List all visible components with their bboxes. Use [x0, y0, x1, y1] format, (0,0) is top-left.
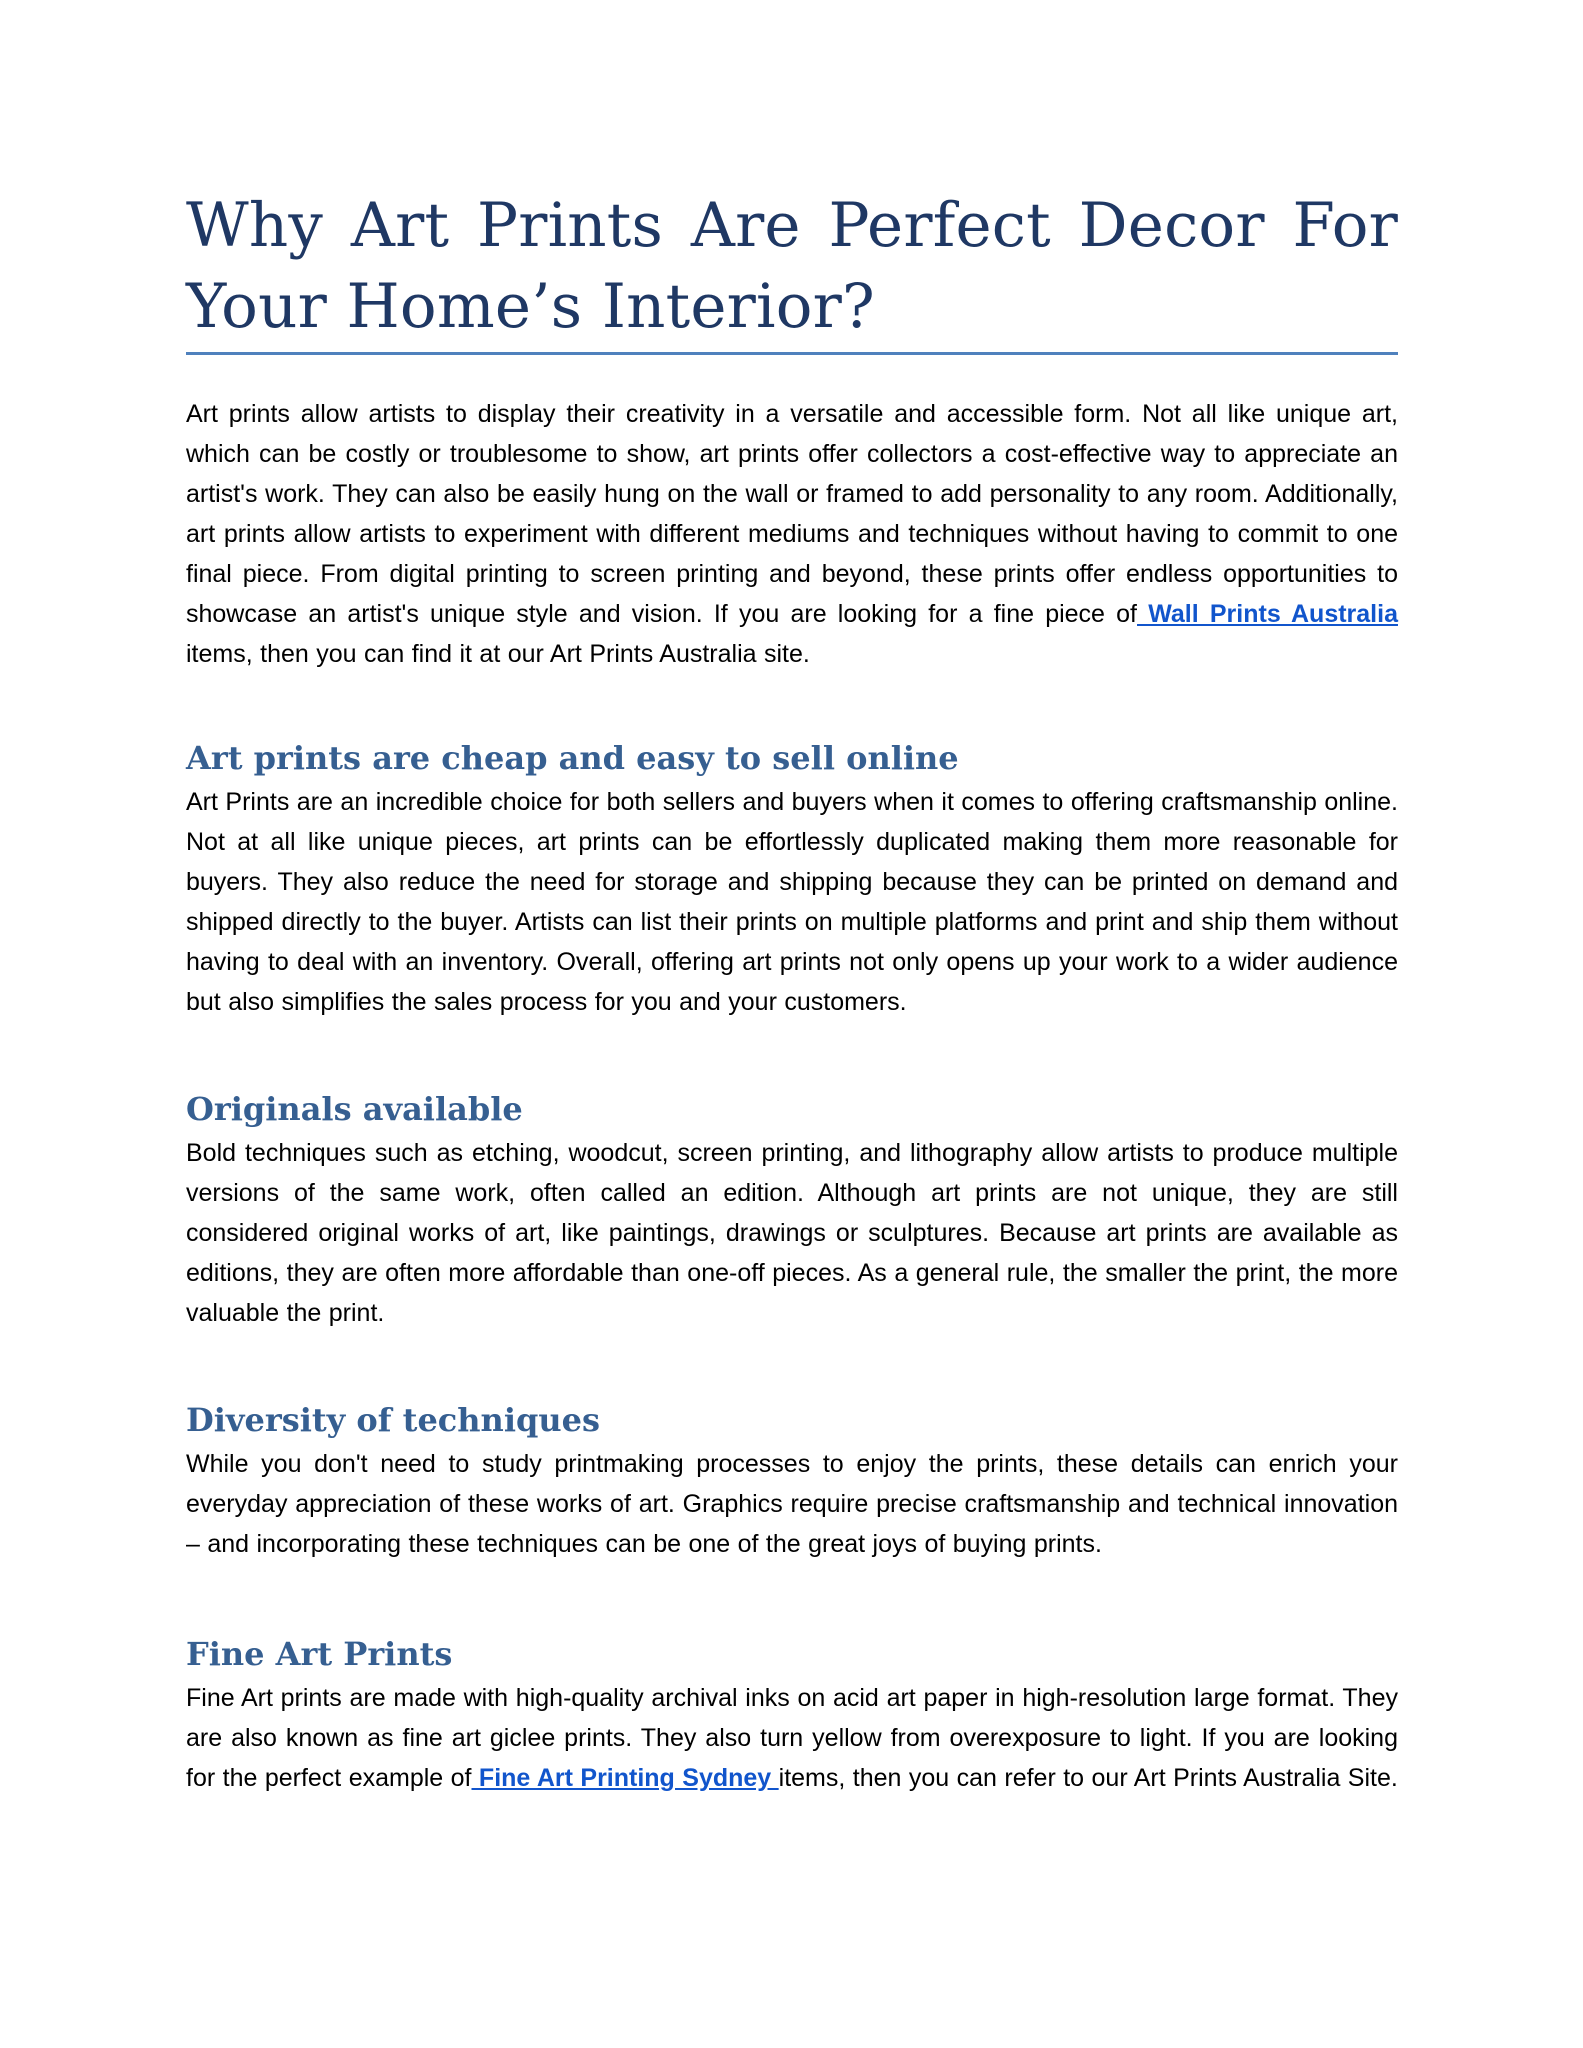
section-body-text: Fine Art prints are made with high-quality archival inks on acid art paper in high-resolution large format. They are also known as fine art giclee prints. They also turn yellow from overexposure to light. If you are looking for the perfect example of	[186, 1684, 1398, 1792]
title-underline-rule	[186, 352, 1398, 355]
wall-prints-australia-link[interactable]: Wall Prints Australia	[1137, 600, 1398, 628]
section-body: Bold techniques such as etching, woodcut, screen printing, and lithography allow artists to produce multiple versions of the same work, often called an edition. Although art prints are not unique, they are still considered original works of art, like paintings, drawings or sculptures. Because art prints are available as editions, they are often more affordable than one-off pieces. As a general rule, the smaller the print, the more valuable the print.	[186, 1139, 1398, 1327]
intro-paragraph	[186, 394, 1398, 674]
section-originals-available	[186, 1087, 1398, 1333]
section-diversity-techniques	[186, 1398, 1398, 1564]
section-heading: Art prints are cheap and easy to sell online	[186, 739, 959, 777]
section-body: Art Prints are an incredible choice for both sellers and buyers when it comes to offering craftsmanship online. Not at all like unique pieces, art prints can be effortlessly duplicated making them more reasonable for buyers. They also reduce the need for storage and shipping because they can be printed on demand and shipped directly to the buyer. Artists can list their prints on multiple platforms and print and ship them without having to deal with an inventory. Overall, offering art prints not only opens up your work to a wider audience but also simplifies the sales process for you and your customers.	[186, 788, 1398, 1016]
intro-text-after-link: items, then you can find it at our Art Prints Australia site.	[186, 640, 810, 668]
section-fine-art-prints	[186, 1632, 1398, 1798]
section-body: While you don't need to study printmaking processes to enjoy the prints, these details can enrich your everyday appreciation of these works of art. Graphics require precise craftsmanship and technical innovation – and incorporating these techniques can be one of the great joys of buying prints.	[186, 1450, 1398, 1558]
section-heading: Fine Art Prints	[186, 1635, 453, 1673]
page-title-line-1: Why Art Prints Are Perfect Decor For	[186, 190, 1398, 261]
section-cheap-easy-sell	[186, 736, 1398, 1022]
section-heading: Originals available	[186, 1090, 523, 1128]
section-body-text-after-link: items, then you can refer to our Art Prints Australia Site.	[778, 1764, 1398, 1792]
intro-text: Art prints allow artists to display their creativity in a versatile and accessible form. Not all like unique art, which can be costly or troublesome to show, art prints offer collectors a cost-effective way to appreciate an artist's work. They can also be easily hung on the wall or framed to add personality to any room. Additionally, art prints allow artists to experiment with different mediums and techniques without having to commit to one final piece. From digital printing to screen printing and beyond, these prints offer endless opportunities to showcase an artist's unique style and vision. If you are looking for a fine piece of	[186, 400, 1398, 628]
section-body	[186, 1678, 1398, 1798]
fine-art-printing-sydney-link[interactable]: Fine Art Printing Sydney	[471, 1764, 779, 1792]
page-title-line-2: Your Home’s Interior?	[186, 271, 875, 342]
section-heading: Diversity of techniques	[186, 1401, 600, 1439]
page-title	[186, 185, 1398, 347]
